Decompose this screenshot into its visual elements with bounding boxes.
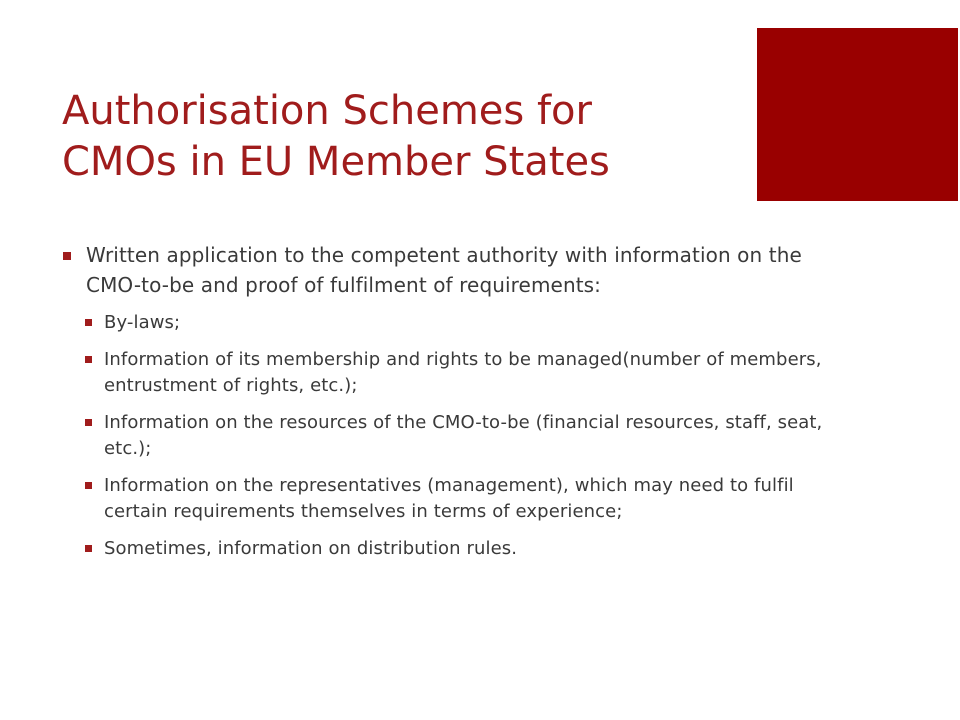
main-bullet bbox=[62, 240, 832, 300]
sub-bullet-text: Information on the resources of the CMO-to-be (financial resources, staff, seat, etc.); bbox=[104, 412, 823, 459]
sub-bullet-text: Information on the representatives (management), which may need to fulfil certain requirements themselves in terms of experience; bbox=[104, 475, 794, 522]
sub-bullet-representatives bbox=[84, 473, 832, 525]
square-bullet-icon bbox=[85, 356, 92, 363]
title-line-2: CMOs in EU Member States bbox=[62, 139, 610, 185]
sub-bullet-list bbox=[62, 310, 832, 562]
square-bullet-icon bbox=[85, 482, 92, 489]
square-bullet-icon bbox=[85, 545, 92, 552]
sub-bullet-text: Information of its membership and rights to be managed(number of members, entrustment of rights, etc.); bbox=[104, 349, 822, 396]
accent-block bbox=[757, 28, 958, 201]
sub-bullet-resources bbox=[84, 410, 832, 462]
square-bullet-icon bbox=[63, 252, 71, 260]
square-bullet-icon bbox=[85, 319, 92, 326]
sub-bullet-distribution bbox=[84, 536, 832, 562]
sub-bullet-text: Sometimes, information on distribution rules. bbox=[104, 538, 518, 559]
main-bullet-text: Written application to the competent authority with information on the CMO-to-be and proof of fulfilment of requirements: bbox=[86, 243, 802, 297]
sub-bullet-bylaws bbox=[84, 310, 832, 336]
slide-body bbox=[62, 240, 832, 573]
sub-bullet-membership bbox=[84, 347, 832, 399]
square-bullet-icon bbox=[85, 419, 92, 426]
sub-bullet-text: By-laws; bbox=[104, 312, 181, 333]
title-line-1: Authorisation Schemes for bbox=[62, 88, 592, 134]
slide-title bbox=[62, 86, 742, 188]
